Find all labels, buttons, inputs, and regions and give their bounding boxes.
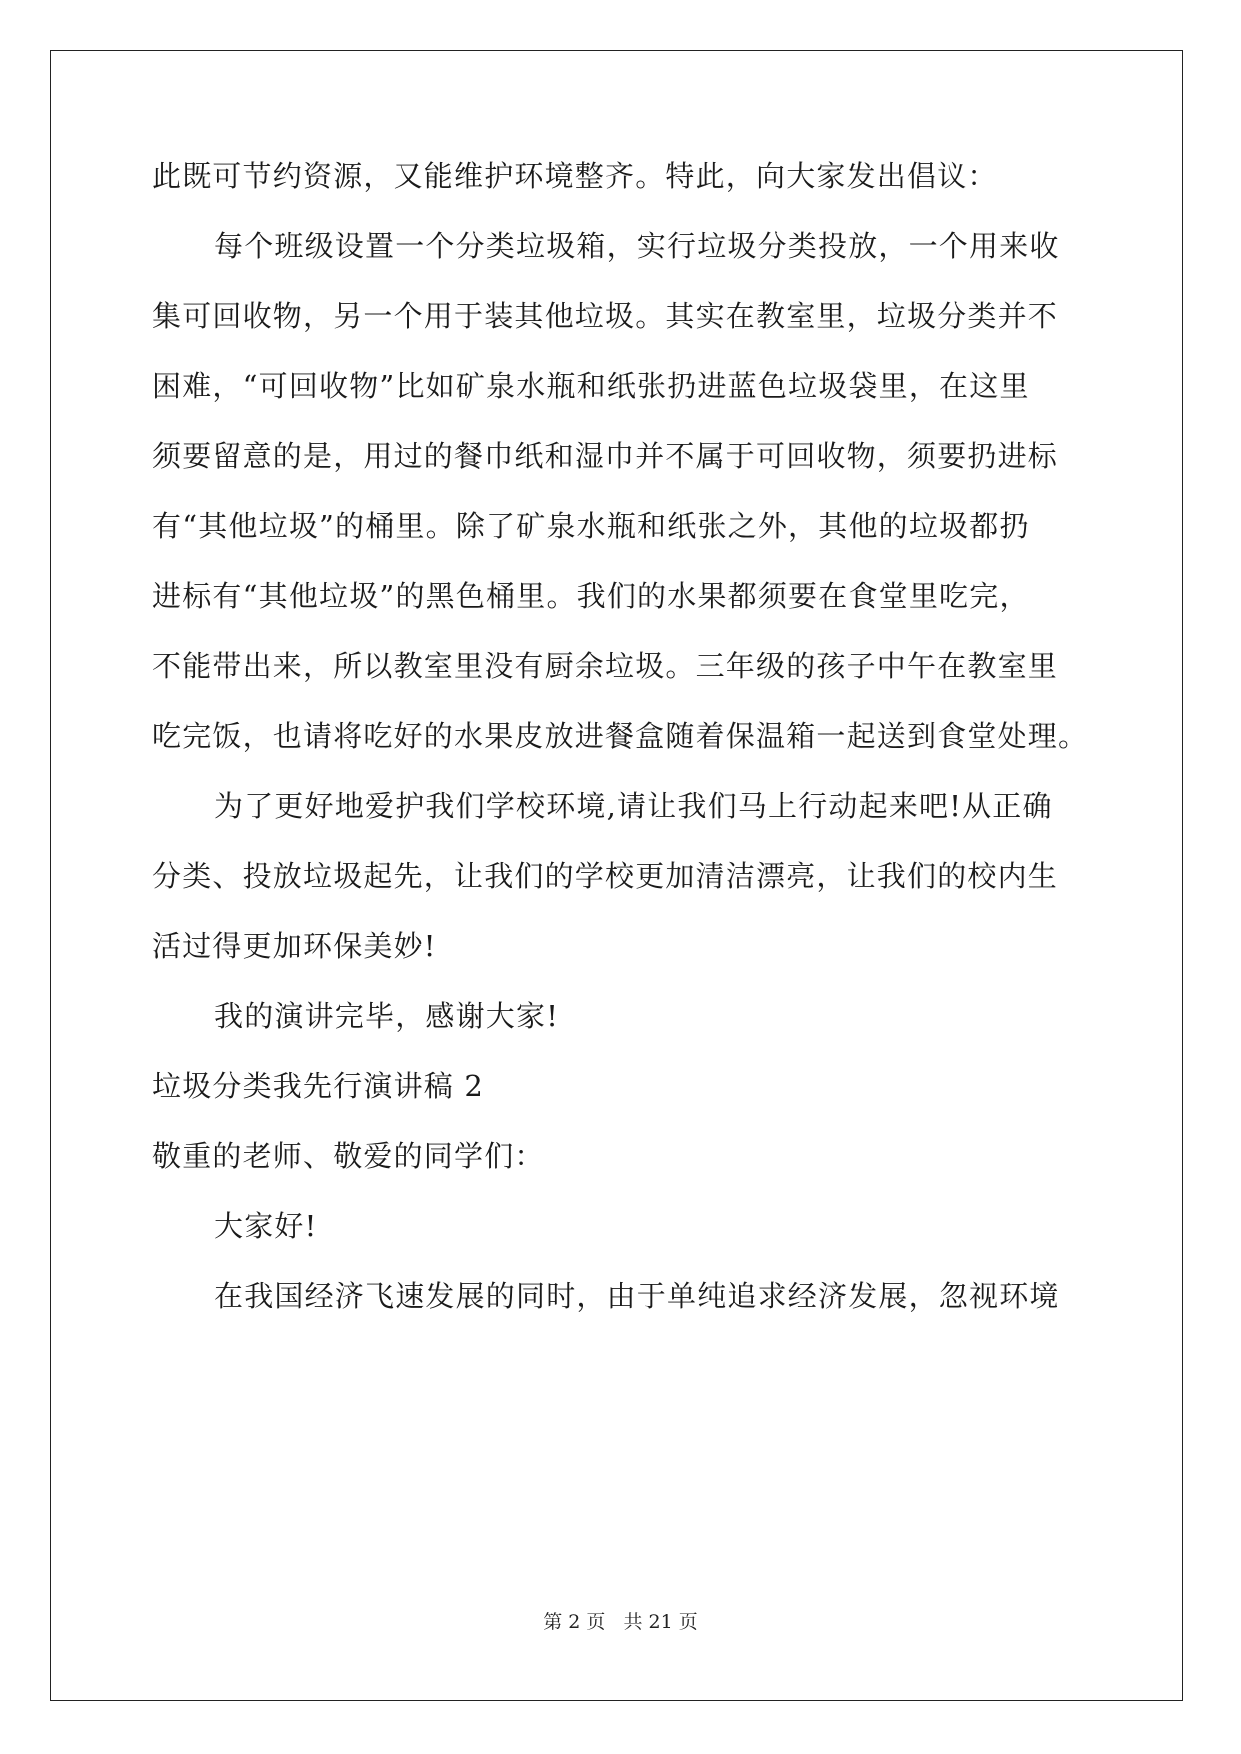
page-number: 第 2 页 [543, 1611, 606, 1633]
paragraph-line: 困难，“可回收物”比如矿泉水瓶和纸张扔进蓝色垃圾袋里，在这里 [152, 369, 1030, 403]
paragraph-line: 不能带出来，所以教室里没有厨余垃圾。三年级的孩子中午在教室里 [152, 649, 1059, 683]
paragraph-line: 在我国经济飞速发展的同时，由于单纯追求经济发展，忽视环境 [214, 1279, 1060, 1313]
section-title: 垃圾分类我先行演讲稿 2 [152, 1069, 485, 1103]
paragraph-line: 活过得更加环保美妙! [152, 929, 437, 963]
page-footer [0, 1608, 1241, 1636]
paragraph-line: 为了更好地爱护我们学校环境,请让我们马上行动起来吧!从正确 [214, 789, 1053, 823]
greeting: 大家好! [214, 1209, 318, 1243]
closing-line: 我的演讲完毕，感谢大家! [214, 999, 560, 1033]
salutation: 敬重的老师、敬爱的同学们： [152, 1139, 545, 1173]
paragraph-line: 每个班级设置一个分类垃圾箱，实行垃圾分类投放，一个用来收 [214, 229, 1060, 263]
paragraph-line: 吃完饭，也请将吃好的水果皮放进餐盒随着保温箱一起送到食堂处理。 [152, 719, 1089, 753]
paragraph-line: 进标有“其他垃圾”的黑色桶里。我们的水果都须要在食堂里吃完， [152, 579, 1030, 613]
paragraph-line: 分类、投放垃圾起先，让我们的学校更加清洁漂亮，让我们的校内生 [152, 859, 1059, 893]
paragraph-line: 集可回收物，另一个用于装其他垃圾。其实在教室里，垃圾分类并不 [152, 299, 1059, 333]
paragraph-line: 须要留意的是，用过的餐巾纸和湿巾并不属于可回收物，须要扔进标 [152, 439, 1059, 473]
page-total: 共 21 页 [623, 1611, 698, 1633]
paragraph-line: 此既可节约资源，又能维护环境整齐。特此，向大家发出倡议： [152, 159, 998, 193]
paragraph-line: 有“其他垃圾”的桶里。除了矿泉水瓶和纸张之外，其他的垃圾都扔 [152, 509, 1030, 543]
